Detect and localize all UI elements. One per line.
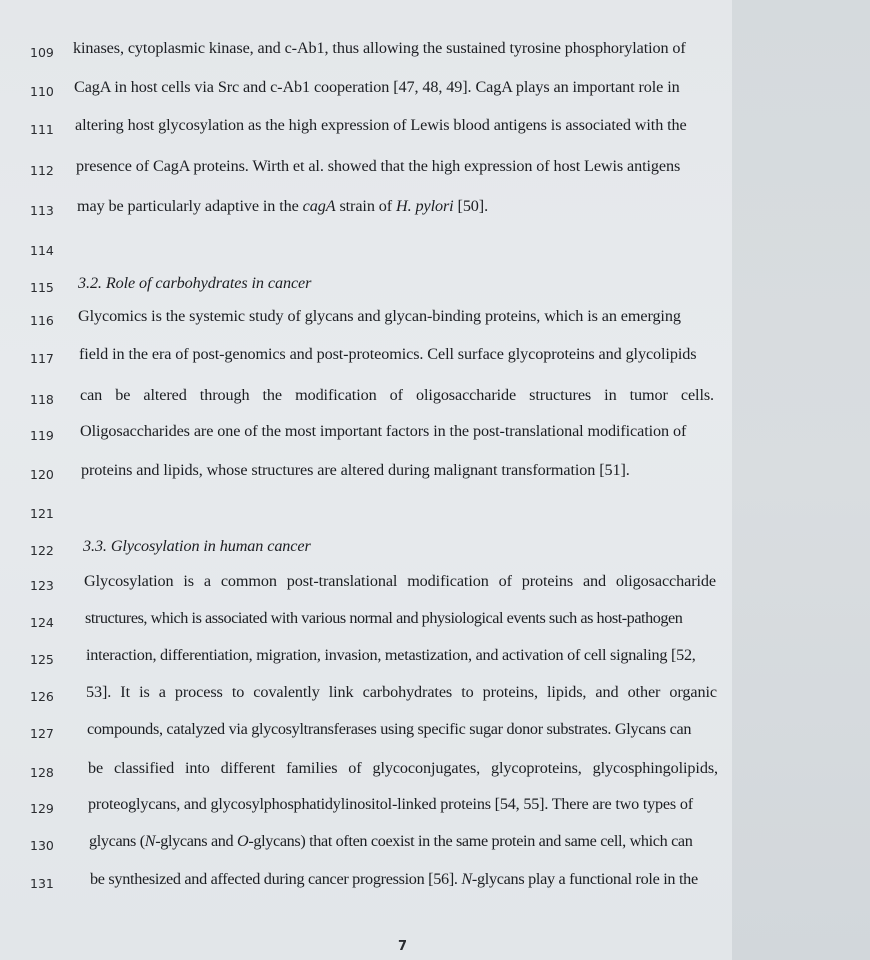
word: families xyxy=(286,759,338,777)
text-line xyxy=(0,345,732,369)
text-line xyxy=(0,78,732,102)
word: glycoconjugates, xyxy=(372,759,481,777)
word: into xyxy=(184,759,210,777)
line-number: 127 xyxy=(30,726,54,741)
line-number: 114 xyxy=(30,243,54,258)
line-number: 109 xyxy=(30,45,54,60)
word: process xyxy=(174,683,223,701)
line-text: Glycomics is the systemic study of glycans and glycan-binding proteins, which is an emerging xyxy=(78,307,681,325)
line-number: 128 xyxy=(30,765,54,780)
word: common xyxy=(220,572,277,590)
word: proteins, xyxy=(482,683,538,701)
line-text xyxy=(90,870,698,889)
word: through xyxy=(199,386,250,404)
word: other xyxy=(627,683,661,701)
word: glycoproteins, xyxy=(490,759,582,777)
text-line xyxy=(0,759,732,783)
word: different xyxy=(220,759,276,777)
text-line xyxy=(0,116,732,140)
word: Glycosylation xyxy=(84,572,174,590)
text-run: strain of xyxy=(335,197,397,215)
word: proteins xyxy=(521,572,574,590)
word: lipids, xyxy=(547,683,587,701)
line-text: Oligosaccharides are one of the most important factors in the post-translational modification of xyxy=(80,422,687,440)
word: and xyxy=(582,572,607,590)
line-text xyxy=(89,832,693,851)
background-surface xyxy=(732,0,870,960)
section-heading xyxy=(0,537,732,561)
word: and xyxy=(595,683,619,701)
line-number: 110 xyxy=(30,84,54,99)
text-line xyxy=(0,197,732,221)
line-number: 120 xyxy=(30,467,54,482)
text-line xyxy=(0,39,732,63)
line-number: 124 xyxy=(30,615,54,630)
text-run: glycans ( xyxy=(89,832,145,850)
text-line xyxy=(0,720,732,744)
text-run: -glycans and xyxy=(155,832,237,850)
word: in xyxy=(604,386,617,404)
text-run: -glycans play a functional role in the xyxy=(471,870,698,888)
line-number: 121 xyxy=(30,506,54,521)
line-text: CagA in host cells via Src and c-Ab1 cooperation [47, 48, 49]. CagA plays an important role in xyxy=(74,78,680,96)
word: covalently xyxy=(253,683,320,701)
italic-letter: N xyxy=(461,870,472,888)
text-line xyxy=(0,646,732,670)
line-number: 112 xyxy=(30,163,54,178)
word: link xyxy=(328,683,354,701)
word: classified xyxy=(113,759,175,777)
line-text: field in the era of post-genomics and post-proteomics. Cell surface glycoproteins and glycolipids xyxy=(79,345,697,363)
word: oligosaccharide xyxy=(615,572,716,590)
line-text: presence of CagA proteins. Wirth et al. showed that the high expression of host Lewis antigens xyxy=(76,157,681,175)
text-run: may be particularly adaptive in the xyxy=(77,197,303,215)
line-number: 123 xyxy=(30,578,54,593)
line-number: 129 xyxy=(30,801,54,816)
line-number: 111 xyxy=(30,122,54,137)
gene-name: cagA xyxy=(302,197,336,215)
text-line xyxy=(0,500,732,524)
word: is xyxy=(183,572,194,590)
word: be xyxy=(115,386,131,404)
text-line xyxy=(0,307,732,331)
line-text: structures, which is associated with various normal and physiological events such as host-pathogen xyxy=(85,609,683,627)
word: It xyxy=(120,683,130,701)
line-text xyxy=(86,683,717,702)
word: altered xyxy=(143,386,187,404)
line-text xyxy=(80,386,714,405)
line-text: interaction, differentiation, migration, invasion, metastization, and activation of cell signaling [52, xyxy=(86,646,696,664)
text-line xyxy=(0,609,732,633)
line-number: 119 xyxy=(30,428,54,443)
italic-letter: O xyxy=(236,832,249,850)
word: can xyxy=(80,386,103,404)
word: of xyxy=(498,572,512,590)
text-line xyxy=(0,795,732,819)
line-number: 116 xyxy=(30,313,54,328)
species-name: H. pylori xyxy=(396,197,454,215)
line-text: altering host glycosylation as the high expression of Lewis blood antigens is associated with the xyxy=(75,116,687,134)
page-number: 7 xyxy=(398,939,408,954)
text-run: [50]. xyxy=(453,197,489,215)
line-number: 126 xyxy=(30,689,54,704)
word: tumor xyxy=(629,386,668,404)
italic-letter: N xyxy=(144,832,156,850)
word: modification xyxy=(407,572,489,590)
word: of xyxy=(348,759,362,777)
text-run: be synthesized and affected during cancer progression [56]. xyxy=(90,870,462,888)
line-number: 113 xyxy=(30,203,54,218)
section-heading xyxy=(0,274,732,298)
word: oligosaccharide xyxy=(416,386,517,404)
word: to xyxy=(231,683,245,701)
text-line xyxy=(0,572,732,596)
line-number: 131 xyxy=(30,876,54,891)
text-line xyxy=(0,870,732,894)
word: is xyxy=(139,683,150,701)
line-text xyxy=(84,572,716,591)
line-number: 115 xyxy=(30,280,54,295)
section-heading-text: 3.3. Glycosylation in human cancer xyxy=(83,537,311,555)
text-line xyxy=(0,386,732,410)
word: be xyxy=(88,759,104,777)
word: of xyxy=(389,386,403,404)
text-line xyxy=(0,237,732,261)
word: structures xyxy=(529,386,592,404)
word: the xyxy=(262,386,283,404)
word: cells. xyxy=(680,386,714,404)
text-line xyxy=(0,683,732,707)
line-text: proteoglycans, and glycosylphosphatidylinositol-linked proteins [54, 55]. There are two types of xyxy=(88,795,693,813)
section-heading-text: 3.2. Role of carbohydrates in cancer xyxy=(78,274,312,292)
line-text: kinases, cytoplasmic kinase, and c-Ab1, thus allowing the sustained tyrosine phosphorylation of xyxy=(73,39,686,57)
line-text xyxy=(77,197,488,216)
word: post-translational xyxy=(286,572,398,590)
word: 53]. xyxy=(86,683,112,701)
word: to xyxy=(461,683,474,701)
line-number: 117 xyxy=(30,351,54,366)
word: carbohydrates xyxy=(362,683,453,701)
word: a xyxy=(158,683,166,701)
text-line xyxy=(0,422,732,446)
line-text: compounds, catalyzed via glycosyltransferases using specific sugar donor substrates. Glycans can xyxy=(87,720,692,738)
line-number: 122 xyxy=(30,543,54,558)
line-number: 130 xyxy=(30,838,54,853)
text-line xyxy=(0,157,732,181)
line-text: proteins and lipids, whose structures are altered during malignant transformation [51]. xyxy=(81,461,630,479)
word: modification xyxy=(295,386,377,404)
word: a xyxy=(203,572,211,590)
text-line xyxy=(0,461,732,485)
line-number: 125 xyxy=(30,652,54,667)
word: organic xyxy=(669,683,717,701)
line-text xyxy=(88,759,718,778)
line-number: 118 xyxy=(30,392,54,407)
text-line xyxy=(0,832,732,856)
text-run: -glycans) that often coexist in the same protein and same cell, which can xyxy=(248,832,693,850)
word: glycosphingolipids, xyxy=(592,759,718,777)
